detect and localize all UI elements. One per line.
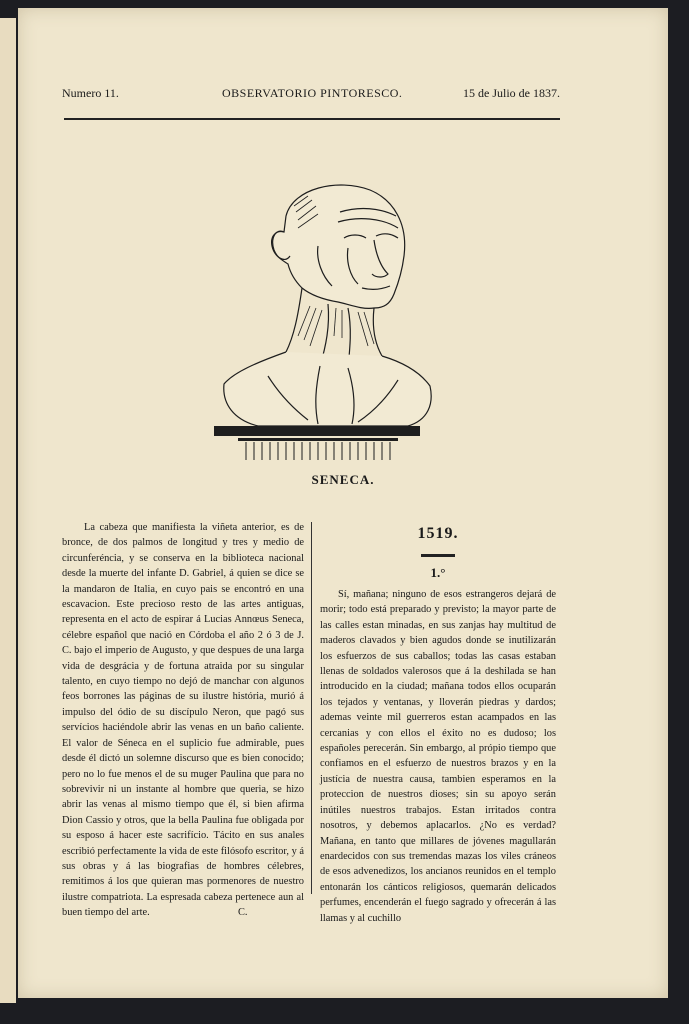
right-column — [320, 520, 556, 926]
issue-number: Numero 11. — [62, 86, 119, 100]
figure-caption: SENECA. — [311, 472, 375, 487]
previous-page-edge — [0, 18, 16, 1003]
publication-title: OBSERVATORIO PINTORESCO. — [222, 86, 403, 100]
column-divider — [311, 522, 312, 894]
article-signature: C. — [238, 907, 248, 919]
header-rule — [64, 118, 560, 120]
newspaper-page — [18, 8, 668, 998]
seneca-bust-illustration — [198, 176, 432, 466]
heading-dash — [421, 554, 455, 557]
story-text: Sí, mañana; ninguno de esos estrangeros dejará de morir; todo está preparado y previsto; la mayor parte de las calles estan minadas, en sus zanjas hay multitud de maderos clavados y bien agudos donde se inutilizarán los esfuerzos de sus caballos; todas las casas estaban llenas de soldados valerosos que á la deshilada se han introducido en la ciudad; mañana todos ellos ocuparán los tejados y ventanas, y lloverán piedras y dardos; ademas veinte mil guerreros estan acampados en las cercanias y con ellos el éxito no es dudoso; los españoles perecerán. Sin embargo, al própio tiempo que confiamos en el esfuerzo de nuestros brazos y en la justícia de nuestra causa, tambien esperamos en la proteccion de nuestros dioses; sin su apoyo serán inútiles nuestros trabajos. Estan irritados contra nosotros, y debemos aplacarlos. ¿No es verdad? Mañana, en tanto que millares de jóvenes magullarán enardecidos con sus tremendas mazas los viles cráneos de esos advenedizos, los ancianos reunidos en el templo entonarán los cánticos religiosos, quemarán delicados perfumes, encenderán el fuego sagrado y ofrecerán á las llamas y al cuchillo — [320, 589, 556, 924]
page-header — [62, 86, 560, 102]
chapter-heading: 1.° — [430, 565, 446, 580]
seneca-article-text: La cabeza que manifiesta la viñeta anterior, es de bronce, de dos palmos de longitud y tres y medio de circunferéncia, y se conserva en la biblioteca nacional desde la muerte del infante D. Gabriel, á quien se dice se la mandaron de Italia, en cuyo pais se encontró en una escavacion. Este precioso resto de las artes antiguas, representa en el acto de espirar á Lucias Annœus Seneca, célebre español que nació en Córdoba el año 2 ó 3 de J. C. bajo el imperio de Augusto, y que despues de una larga vida de desgrácia y de fortuna atraida por su singular talento, en cuyo tiempo no dejó de manchar con algunos feos borrones las páginas de su ilustre história, murió á impulso del ódio de su discípulo Neron, que pagó sus servícios haciéndole abrir las venas en un baño caliente. El valor de Séneca en el suplicio fue admirable, pues desde él dictó un solemne discurso que es bien conocido; pero no lo fue menos el de su muger Paulina que para no sobrevivir ni un instante al hombre que queria, se hizo abrir las venas al mismo tiempo que él, si bien afirma Dion Cassio y otros, que la bella Paulina fue obligada por su esposo á hacer este sacrifício. Tácito en sus anales escribió perfectamente la vida de este filósofo escritor, y á sus obras y á las biografias de hombres célebres, remitimos á los que quieran mas pormenores de nuestro ilustre compatriota. La espresada cabeza pertenece aun al buen tiempo del arte. — [62, 522, 304, 919]
story-year-heading: 1519. — [417, 525, 459, 542]
issue-date: 15 de Julio de 1837. — [463, 86, 560, 100]
left-column — [62, 520, 304, 921]
